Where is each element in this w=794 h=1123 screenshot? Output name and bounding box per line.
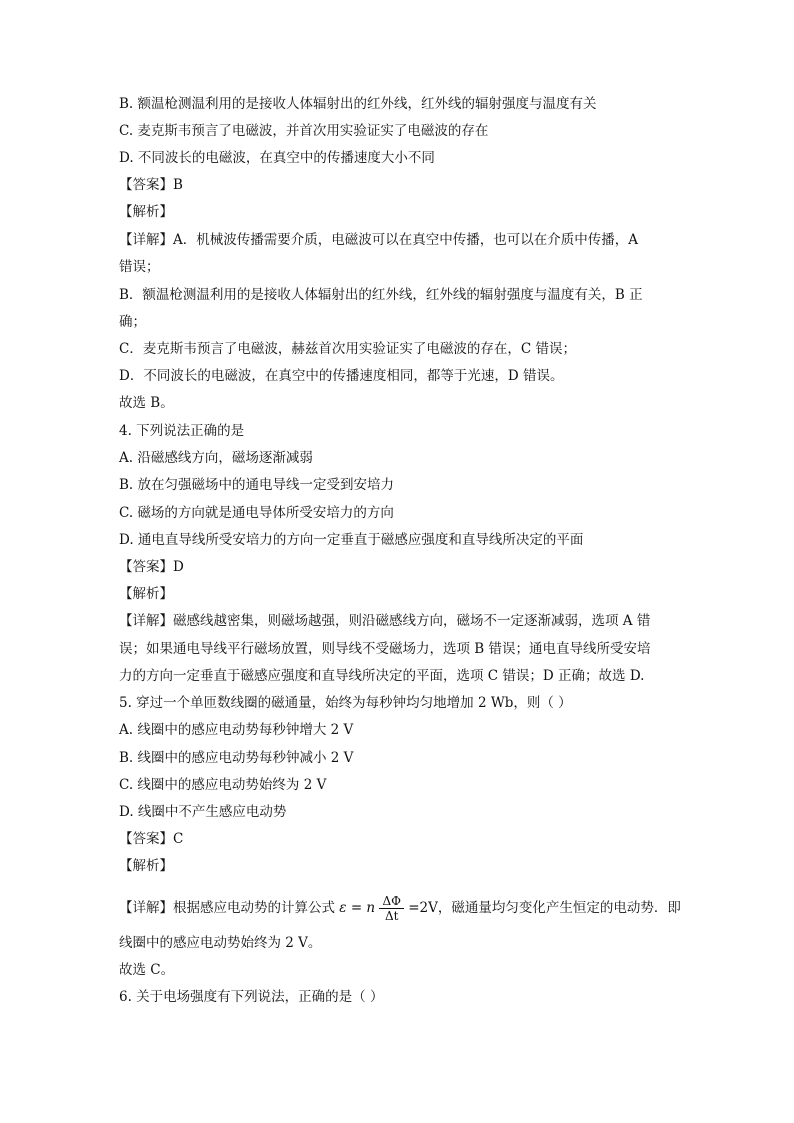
emf-formula-lhs: ε = n <box>339 900 376 916</box>
analysis-heading-q4: 【解析】 <box>119 586 173 602</box>
option-a-q5: A. 线圈中的感应电动势每秒钟增大 2 V <box>119 722 354 738</box>
answer-q5: 【答案】C <box>119 831 184 847</box>
emf-formula-fraction <box>379 894 404 923</box>
explanation-q3-line1: 【详解】A．机械波传播需要介质，电磁波可以在真空中传播，也可以在介质中传播，A <box>119 232 638 248</box>
conclusion-q5: 故选 C。 <box>119 962 175 978</box>
option-d-q3: D. 不同波长的电磁波，在真空中的传播速度大小不同 <box>119 150 435 166</box>
analysis-heading-q5: 【解析】 <box>119 858 173 874</box>
conclusion-q3: 故选 B。 <box>119 395 174 411</box>
analysis-heading-q3: 【解析】 <box>119 204 173 220</box>
option-b-q5: B. 线圈中的感应电动势每秒钟减小 2 V <box>119 750 354 766</box>
option-c-q3: C. 麦克斯韦预言了电磁波，并首次用实验证实了电磁波的存在 <box>119 123 489 139</box>
option-c-q5: C. 线圈中的感应电动势始终为 2 V <box>119 777 327 793</box>
explanation-q3-line5: C．麦克斯韦预言了电磁波，赫兹首次用实验证实了电磁波的存在，C 错误； <box>119 341 576 357</box>
explanation-q4-line3: 力的方向一定垂直于磁感应强度和直导线所决定的平面，选项 C 错误；D 正确；故选 D. <box>119 668 645 684</box>
fraction-denominator: Δt <box>384 909 399 923</box>
option-a-q4: A. 沿磁感线方向，磁场逐渐减弱 <box>119 450 313 466</box>
explanation-q5-line2: 线圈中的感应电动势始终为 2 V。 <box>119 935 322 951</box>
option-b-q4: B. 放在匀强磁场中的通电导线一定受到安培力 <box>119 477 395 493</box>
answer-q4: 【答案】D <box>119 559 184 575</box>
fraction-numerator: ΔΦ <box>379 894 404 909</box>
explanation-q3-line6: D．不同波长的电磁波，在真空中的传播速度相同，都等于光速，D 错误。 <box>119 368 564 384</box>
option-d-q4: D. 通电直导线所受安培力的方向一定垂直于磁感应强度和直导线所决定的平面 <box>119 532 584 548</box>
explanation-q3-line4: 确； <box>119 314 146 330</box>
question-5-stem: 5. 穿过一个单匝数线圈的磁通量，始终为每秒钟均匀地增加 2 Wb，则（ ） <box>119 695 572 711</box>
explanation-q5-text-pre: 【详解】根据感应电动势的计算公式 <box>119 900 335 916</box>
explanation-q4-line1: 【详解】磁感线越密集，则磁场越强，则沿磁感线方向，磁场不一定逐渐减弱，选项 A 错 <box>119 613 651 629</box>
explanation-q5-formula-line <box>119 890 679 926</box>
explanation-q5-text-post: =2V，磁通量均匀变化产生恒定的电动势．即 <box>408 900 681 916</box>
option-d-q5: D. 线圈中不产生感应电动势 <box>119 804 287 820</box>
explanation-q3-line2: 错误； <box>119 259 160 275</box>
answer-q3: 【答案】B <box>119 177 183 193</box>
question-6-stem: 6. 关于电场强度有下列说法，正确的是（ ） <box>119 989 384 1005</box>
explanation-q4-line2: 误；如果通电导线平行磁场放置，则导线不受磁场力，选项 B 错误；通电直导线所受安培 <box>119 641 651 657</box>
option-b-q3: B. 额温枪测温利用的是接收人体辐射出的红外线，红外线的辐射强度与温度有关 <box>119 96 597 112</box>
explanation-q3-line3: B．额温枪测温利用的是接收人体辐射出的红外线，红外线的辐射强度与温度有关，B 正 <box>119 287 643 303</box>
option-c-q4: C. 磁场的方向就是通电导体所受安培力的方向 <box>119 505 394 521</box>
question-4-stem: 4. 下列说法正确的是 <box>119 423 245 439</box>
